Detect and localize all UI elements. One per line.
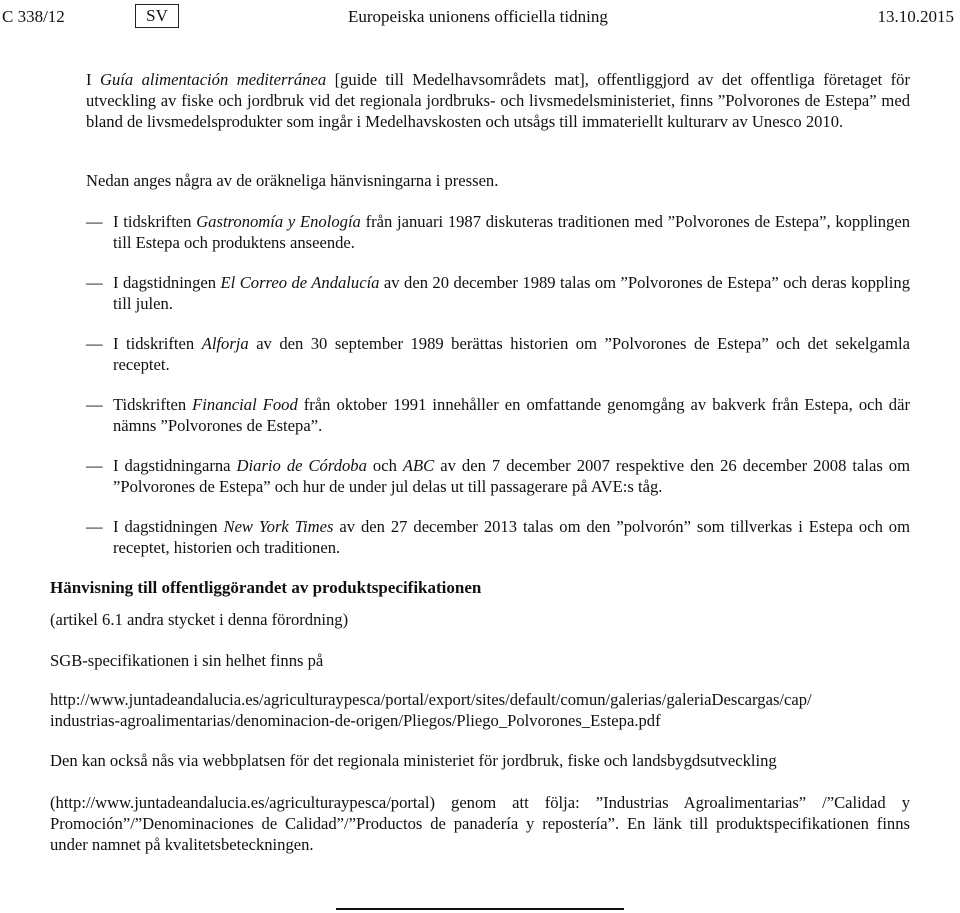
page-reference: C 338/12 bbox=[2, 7, 65, 26]
publication-date: 13.10.2015 bbox=[877, 7, 954, 26]
reference-item: — I tidskriften Gastronomía y Enología från januari 1987 diskuteras traditionen med ”Polvorones de Estepa”, kopplingen till Estepa och produktens anseende. bbox=[86, 212, 910, 252]
source-title: ABC bbox=[402, 456, 435, 475]
navigation-path: (http://www.juntadeandalucia.es/agriculturaypesca/portal) genom att följa: ”Industrias Agroalimentarias” /”Calidad y Promoción”/”Denominaciones de Calidad”/”Productos de panadería y repostería”. En länk till produktspecifikationen finns under namnet på kvalitetsbeteckningen. bbox=[50, 793, 910, 854]
reference-item: — I dagstidningen El Correo de Andalucía av den 20 december 1989 talas om ”Polvorones de Estepa” och deras koppling till julen. bbox=[86, 273, 910, 313]
source-title: Diario de Córdoba bbox=[236, 456, 367, 475]
reference-item: — Tidskriften Financial Food från oktober 1991 innehåller en omfattande genomgång av bakverk från Estepa, och där nämns ”Polvorones de Estepa”. bbox=[86, 395, 910, 435]
intro-paragraph: I Guía alimentación mediterránea [guide till Medelhavsområdets mat], offentliggjord av det offentliga företaget för utveckling av fiske och jordbruk vid det regionala jordbruks- och livsmedelsministeriet, finns ”Polvorones de Estepa” med bland de livsmedelsprodukter som ingår i Medelhavskosten och utsågs till immateriellt kulturarv av Unesco 2010. bbox=[86, 70, 910, 131]
reference-item: — I tidskriften Alforja av den 30 september 1989 berättas historien om ”Polvorones de Estepa” och det sekelgamla receptet. bbox=[86, 334, 910, 374]
source-title: Gastronomía y Enología bbox=[196, 212, 361, 231]
dash-marker: — bbox=[86, 334, 103, 353]
dash-marker: — bbox=[86, 395, 103, 414]
guide-title: Guía alimentación mediterránea bbox=[99, 70, 327, 89]
language-badge: SV bbox=[135, 4, 179, 28]
dash-marker: — bbox=[86, 273, 103, 292]
reference-item: — I dagstidningen New York Times av den 27 december 2013 talas om den ”polvorón” som tillverkas i Estepa och om receptet, historien och traditionen. bbox=[86, 517, 911, 557]
journal-title: Europeiska unionens officiella tidning bbox=[348, 7, 608, 26]
source-title: El Correo de Andalucía bbox=[220, 273, 380, 292]
website-note: Den kan också nås via webbplatsen för det regionala ministeriet för jordbruk, fiske och landsbygdsutveckling bbox=[50, 751, 777, 770]
source-title: Alforja bbox=[201, 334, 249, 353]
specification-url[interactable]: http://www.juntadeandalucia.es/agriculturaypesca/portal/export/sites/default/comun/galerias/galeriaDescargas/cap/ industrias-agroalimentarias/denominacion-de-origen/Pliegos/Pliego_Polvorones_Estepa.pdf bbox=[50, 690, 812, 730]
dash-marker: — bbox=[86, 456, 103, 475]
footer-divider bbox=[336, 908, 624, 910]
page-header bbox=[0, 4, 958, 28]
reference-item: — I dagstidningarna Diario de Córdoba och ABC av den 7 december 2007 respektive den 26 december 2008 talas om ”Polvorones de Estepa” och hur de under jul delas ut till passagerare på AVE:s tåg. bbox=[86, 456, 911, 496]
specification-note: SGB-specifikationen i sin helhet finns på bbox=[50, 651, 324, 670]
article-reference: (artikel 6.1 andra stycket i denna förordning) bbox=[50, 610, 349, 629]
references-intro: Nedan anges några av de oräkneliga hänvisningarna i pressen. bbox=[86, 171, 499, 190]
source-title: Financial Food bbox=[192, 395, 298, 414]
dash-marker: — bbox=[86, 212, 103, 231]
dash-marker: — bbox=[86, 517, 103, 536]
source-title: New York Times bbox=[223, 517, 334, 536]
section-heading: Hänvisning till offentliggörandet av produktspecifikationen bbox=[50, 578, 482, 597]
